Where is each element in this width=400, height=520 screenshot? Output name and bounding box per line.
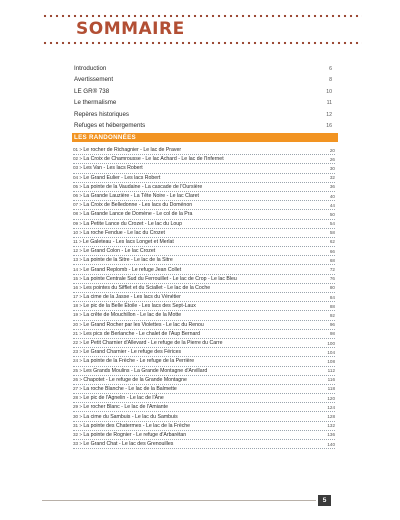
toc-entry-page: 16 <box>326 122 332 129</box>
hike-entry-left <box>73 414 178 420</box>
hike-entry[interactable] <box>73 394 335 403</box>
hike-entry-left <box>73 377 187 383</box>
hike-number: 27 <box>73 385 79 391</box>
hike-title: Le Grand Charnier - Le refuge des Férices <box>83 349 182 356</box>
footer-rule <box>42 500 316 501</box>
hike-page: 118 <box>327 386 335 392</box>
hike-number: 14 <box>73 266 79 272</box>
hike-number-separator: > <box>78 294 84 300</box>
hike-number-separator: > <box>78 165 84 171</box>
hike-title: Le Grand Eulier - Les lacs Robert <box>83 174 161 181</box>
hike-number: 13 <box>73 257 79 263</box>
hike-entry-left <box>73 211 192 217</box>
hike-entry[interactable] <box>73 238 335 247</box>
hike-entry[interactable] <box>73 293 335 302</box>
hike-page: 54 <box>329 221 335 227</box>
hike-entry[interactable] <box>73 155 335 164</box>
hike-title: Chapotet - Le refuge de la Grande Montagne <box>83 376 187 383</box>
hike-number: 26 <box>73 376 79 382</box>
hike-number: 20 <box>73 321 79 327</box>
hike-entry[interactable] <box>73 174 335 183</box>
hike-title: La Croix de Chamrousse - Le lac Achard - Le lac de l'Infernet <box>83 156 224 163</box>
hike-page: 50 <box>329 211 335 217</box>
toc-entry-label: Introduction <box>74 65 107 72</box>
hike-number: 17 <box>73 294 79 300</box>
hike-title: La roche Blanche - Le lac de la Balmette <box>83 385 177 392</box>
hike-number-separator: > <box>78 220 84 226</box>
toc-entry-page: 10 <box>326 88 332 95</box>
hike-title: Le pic de l'Agnelin - Le lac de l'Âne <box>83 395 164 402</box>
hike-number: 33 <box>73 441 79 447</box>
hike-number: 04 <box>73 174 79 180</box>
hike-number: 21 <box>73 330 79 336</box>
hike-entry[interactable] <box>73 321 335 330</box>
hike-number-separator: > <box>78 211 84 217</box>
hike-entry[interactable] <box>73 357 335 366</box>
hike-number-separator: > <box>78 395 84 401</box>
hike-entry-left <box>73 432 186 438</box>
hike-entry-left <box>73 175 160 181</box>
hike-number-separator: > <box>78 385 84 391</box>
hike-page: 92 <box>329 312 335 318</box>
toc-entry[interactable] <box>74 63 332 74</box>
hike-title: Le rocher Blanc - Le lac de l'Amiante <box>83 404 168 411</box>
hike-number: 32 <box>73 431 79 437</box>
hike-number: 06 <box>73 193 79 199</box>
toc-entry-label: Refuges et hébergements <box>74 121 146 129</box>
hike-title: La cime du Sambuis - Le lac du Sambuis <box>83 413 178 420</box>
hike-number-separator: > <box>78 147 84 153</box>
hike-title: La crête de Mouchillon - Le lac de la Motte <box>83 312 182 319</box>
hike-page: 40 <box>329 193 335 199</box>
toc-entry[interactable] <box>74 109 332 120</box>
toc-entry[interactable] <box>74 74 332 85</box>
hike-number-separator: > <box>78 422 84 428</box>
hike-number-separator: > <box>78 404 84 410</box>
hike-number-separator: > <box>78 330 84 336</box>
hike-number: 19 <box>73 312 79 318</box>
hike-number-separator: > <box>78 275 84 281</box>
hike-entry[interactable] <box>73 385 335 394</box>
hike-number-separator: > <box>78 340 84 346</box>
hike-page: 44 <box>329 202 335 208</box>
hikes-list <box>73 146 335 449</box>
hike-title: La Petite Lance du Crozet - Le lac du Loup <box>83 220 183 227</box>
toc-entry-page: 8 <box>329 77 332 84</box>
hike-title: Le Grand Colon - Le lac Crozet <box>83 248 156 255</box>
toc-entry[interactable] <box>74 120 332 131</box>
hike-entry-left <box>73 423 190 429</box>
hike-page: 58 <box>329 230 335 236</box>
top-dotted-rule <box>42 14 362 18</box>
hike-number: 18 <box>73 303 79 309</box>
hike-page: 136 <box>327 432 335 438</box>
hike-page: 84 <box>329 294 335 300</box>
hike-number: 01 <box>73 147 79 153</box>
hike-entry[interactable] <box>73 265 335 274</box>
hike-number-separator: > <box>78 248 84 254</box>
hike-entry[interactable] <box>73 210 335 219</box>
hike-entry-left <box>73 349 181 355</box>
hike-number: 05 <box>73 183 79 189</box>
hike-number: 30 <box>73 413 79 419</box>
hike-title: La pointe Centrale Sud du Ferrouillet - Le lac de Crop - Le lac Bleu <box>83 275 237 282</box>
hike-entry-left <box>73 331 200 337</box>
section-title: LES RANDONNÉES <box>74 134 136 141</box>
hike-title: Les Van - Les lacs Robert <box>83 165 143 172</box>
hike-entry[interactable] <box>73 376 335 385</box>
hike-number-separator: > <box>78 441 84 447</box>
hike-page: 116 <box>327 377 335 383</box>
hike-page: 76 <box>329 276 335 282</box>
hike-entry-left <box>73 340 222 346</box>
hike-title: La Grande Lauzière - La Tête Noire - Le lac Claret <box>83 193 199 200</box>
hike-entry[interactable] <box>73 275 335 284</box>
hike-page: 30 <box>329 165 335 171</box>
hike-entry[interactable] <box>73 348 335 357</box>
hike-title: La Grande Lance de Domène - Le col de la Pra <box>83 211 193 218</box>
hike-number-separator: > <box>78 202 84 208</box>
hike-page: 98 <box>329 331 335 337</box>
hike-entry-left <box>73 248 155 254</box>
hike-page: 68 <box>329 257 335 263</box>
hike-page: 62 <box>329 239 335 245</box>
hike-entry[interactable] <box>73 192 335 201</box>
hike-entry-left <box>73 165 143 171</box>
hike-title: Le rocher de Richagnier - Le lac de Praver <box>83 147 182 154</box>
hike-number-separator: > <box>78 367 84 373</box>
hike-entry[interactable] <box>73 146 335 155</box>
hike-page: 26 <box>329 156 335 162</box>
hike-title: Les pics de Berlanche - Le chalet de l'Aup Bernard <box>83 330 201 337</box>
toc-entry-page: 12 <box>326 111 332 118</box>
hike-page: 36 <box>329 184 335 190</box>
hike-number: 11 <box>73 238 78 244</box>
hike-page: 100 <box>327 340 335 346</box>
hike-page: 32 <box>329 175 335 181</box>
hike-entry-left <box>73 395 164 401</box>
hike-entry[interactable] <box>73 330 335 339</box>
hike-number: 23 <box>73 349 79 355</box>
hike-entry-left <box>73 404 168 410</box>
hike-number: 31 <box>73 422 79 428</box>
toc-entry-page: 6 <box>329 66 332 72</box>
hike-entry-left <box>73 276 237 282</box>
hike-number: 08 <box>73 211 79 217</box>
hike-entry[interactable] <box>73 339 335 348</box>
toc-entry[interactable] <box>74 86 332 97</box>
hike-number-separator: > <box>78 321 84 327</box>
hike-entry-left <box>73 312 181 318</box>
hike-page: 72 <box>329 267 335 273</box>
hike-page: 96 <box>329 322 335 328</box>
hike-title: La cime de la Jasse - Les lacs du Vénétier <box>83 294 181 301</box>
hike-number: 16 <box>73 284 79 290</box>
hike-entry-left <box>73 386 177 392</box>
hike-number-separator: > <box>78 156 84 162</box>
toc-entry-label: Avertissement <box>74 76 114 84</box>
hike-entry[interactable] <box>73 229 335 238</box>
hike-number: 28 <box>73 395 79 401</box>
hike-entry-left <box>73 368 207 374</box>
hike-entry[interactable] <box>73 311 335 320</box>
hike-number-separator: > <box>78 303 84 309</box>
hike-page: 80 <box>329 285 335 291</box>
hike-number-separator: > <box>78 284 84 290</box>
hike-title: Le pic de la Belle Étoile - Les lacs des Sept-Laux <box>83 303 196 310</box>
hike-number-separator: > <box>78 229 84 235</box>
hike-entry-left <box>73 239 174 245</box>
hike-entry-left <box>73 322 204 328</box>
hike-page: 120 <box>327 395 335 401</box>
hike-entry-left <box>73 184 202 190</box>
hike-number: 15 <box>73 275 79 281</box>
hike-number: 09 <box>73 220 79 226</box>
hike-title: La pointe de Rognier - Le refuge d'Arbarétan <box>83 431 187 438</box>
hike-entry[interactable] <box>73 422 335 431</box>
hike-title: Le Petit Charnier d'Allevard - Le refuge de la Pierre du Carre <box>83 340 223 347</box>
toc-entry-page: 11 <box>326 100 332 107</box>
title-dotted-rule <box>42 41 362 45</box>
hike-number: 02 <box>73 156 79 162</box>
hike-entry-left <box>73 358 194 364</box>
hike-number: 03 <box>73 165 79 171</box>
hike-number-separator: > <box>78 413 84 419</box>
hike-number-separator: > <box>78 312 84 318</box>
hike-title: La pointe des Chatermes - Le lac de la Frèche <box>83 422 191 429</box>
hike-page: 104 <box>327 349 335 355</box>
hike-title: La Croix de Belledonne - Les lacs du Doménon <box>83 202 193 209</box>
hike-entry[interactable] <box>73 367 335 376</box>
hike-title: Le Grand Rocher par les Violettes - Le lac du Renou <box>83 321 204 328</box>
hike-page: 128 <box>327 414 335 420</box>
hike-entry[interactable] <box>73 412 335 421</box>
section-header <box>72 133 338 142</box>
hike-entry[interactable] <box>73 247 335 256</box>
hike-title: Le Grand Chat - Le lac des Grenouilles <box>83 441 174 448</box>
hike-title: La pointe de la Frèche - Le refuge de la Perrière <box>83 358 195 365</box>
hike-title: Le Grand Replomb - Le refuge Jean Collet <box>83 266 182 273</box>
hike-number-separator: > <box>78 376 84 382</box>
hike-entry-left <box>73 285 210 291</box>
intro-list <box>74 63 332 131</box>
hike-entry[interactable] <box>73 201 335 210</box>
hike-entry[interactable] <box>73 284 335 293</box>
hike-entry-left <box>73 147 181 153</box>
hike-entry-left <box>73 230 165 236</box>
hike-title: Le Galeteau - Les lacs Longet et Merlat <box>83 238 174 245</box>
hike-title: Les Grands Moulins - La Grande Montagne d'Arvillard <box>83 367 208 374</box>
hike-entry-left <box>73 202 192 208</box>
hike-number-separator: > <box>77 238 84 244</box>
hike-page: 66 <box>329 248 335 254</box>
hike-entry[interactable] <box>73 256 335 265</box>
hike-title: La pointe de la Sitre - Le lac de la Sitre <box>83 257 173 264</box>
hike-title: La pointe de la Vaudaine - La cascade de l'Oursière <box>83 183 203 190</box>
hike-entry-left <box>73 193 199 199</box>
hike-entry[interactable] <box>73 302 335 311</box>
hike-number-separator: > <box>78 257 84 263</box>
hike-page: 140 <box>327 441 335 447</box>
page-number: 5 <box>318 495 331 506</box>
hike-number-separator: > <box>78 183 84 189</box>
hike-entry-left <box>73 441 173 447</box>
toc-entry-label: Repères historiques <box>74 110 130 118</box>
hike-page: 124 <box>327 404 335 410</box>
hike-page: 108 <box>327 358 335 364</box>
hike-entry[interactable] <box>73 431 335 440</box>
hike-entry-left <box>73 267 181 273</box>
hike-number-separator: > <box>78 174 84 180</box>
hike-page: 88 <box>329 303 335 309</box>
hike-entry[interactable] <box>73 164 335 173</box>
hike-entry-left <box>73 221 182 227</box>
hike-title: La roche Fendue - Le lac du Crozet <box>83 229 165 236</box>
hike-number-separator: > <box>78 193 84 199</box>
hike-number-separator: > <box>78 266 84 272</box>
hike-entry[interactable] <box>73 403 335 412</box>
hike-number-separator: > <box>78 431 84 437</box>
hike-title: Les pointes du Sifflet et du Sciallet - Le lac de la Coche <box>83 284 211 291</box>
hike-entry-left <box>73 294 181 300</box>
hike-entry-left <box>73 257 173 263</box>
hike-number: 25 <box>73 367 79 373</box>
hike-number-separator: > <box>78 349 84 355</box>
hike-page: 20 <box>329 147 335 153</box>
hike-number: 12 <box>73 248 79 254</box>
toc-entry-label: LE GR® 738 <box>74 87 110 95</box>
hike-number: 07 <box>73 202 79 208</box>
hike-number-separator: > <box>78 358 84 364</box>
hike-entry[interactable] <box>73 440 335 449</box>
hike-page: 112 <box>327 368 335 374</box>
hike-number: 22 <box>73 340 79 346</box>
hike-entry[interactable] <box>73 220 335 229</box>
hike-number: 24 <box>73 358 79 364</box>
toc-entry-label: Le thermalisme <box>74 99 117 107</box>
hike-page: 132 <box>327 423 335 429</box>
hike-number: 10 <box>73 229 79 235</box>
hike-number: 29 <box>73 404 79 410</box>
toc-entry[interactable] <box>74 97 332 108</box>
hike-entry[interactable] <box>73 183 335 192</box>
page-title: SOMMAIRE <box>76 19 185 39</box>
hike-entry-left <box>73 303 196 309</box>
hike-entry-left <box>73 156 224 162</box>
